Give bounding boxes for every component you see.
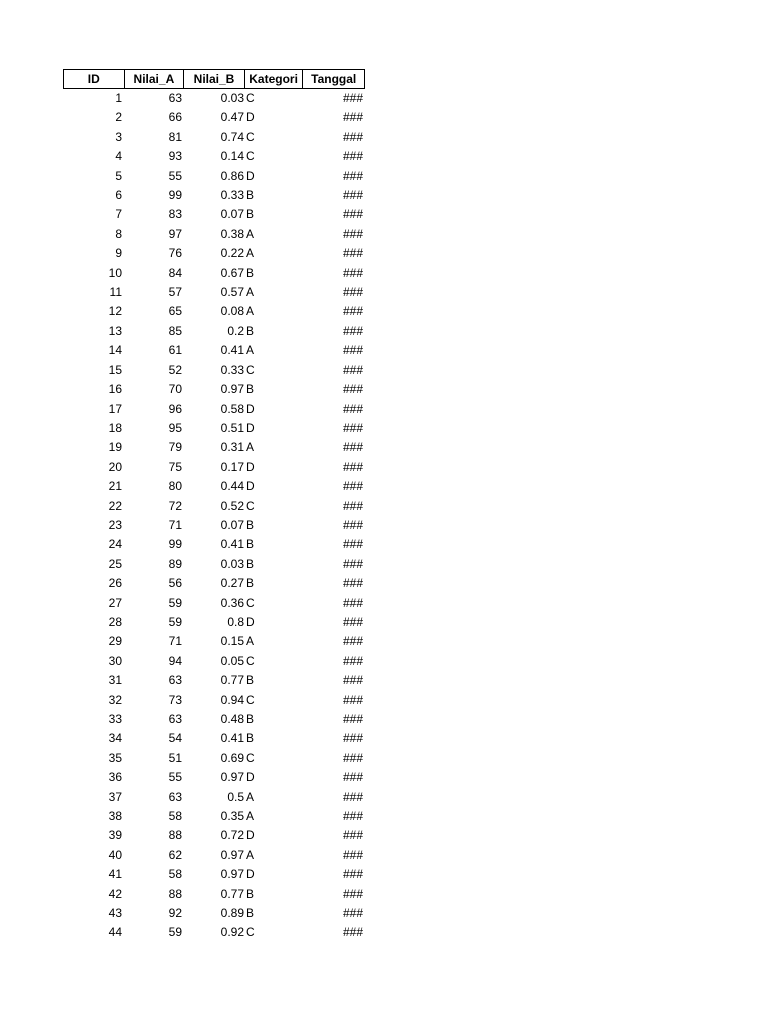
table-body bbox=[63, 89, 365, 943]
cell-nilai-a: 65 bbox=[168, 304, 182, 319]
cell-nilai-a: 84 bbox=[168, 265, 182, 280]
cell-nilai-a: 94 bbox=[168, 653, 182, 668]
table-row bbox=[63, 729, 365, 748]
table-row bbox=[63, 205, 365, 224]
cell-id: 34 bbox=[108, 731, 122, 746]
cell-kategori: D bbox=[246, 479, 255, 494]
table-row bbox=[63, 147, 365, 166]
cell-nilai-b: 0.14 bbox=[220, 149, 244, 164]
cell-kategori: C bbox=[246, 362, 255, 377]
cell-nilai-b: 0.77 bbox=[220, 886, 244, 901]
cell-tanggal: ### bbox=[342, 343, 363, 358]
cell-kategori: D bbox=[246, 110, 255, 125]
cell-kategori: C bbox=[246, 692, 255, 707]
cell-id: 37 bbox=[108, 789, 122, 804]
cell-kategori: B bbox=[246, 673, 255, 688]
cell-nilai-b: 0.05 bbox=[220, 653, 244, 668]
cell-id: 5 bbox=[115, 168, 122, 183]
cell-tanggal: ### bbox=[342, 925, 363, 940]
cell-tanggal: ### bbox=[342, 517, 363, 532]
cell-id: 32 bbox=[108, 692, 122, 707]
cell-nilai-a: 93 bbox=[168, 149, 182, 164]
cell-kategori: C bbox=[246, 149, 255, 164]
cell-nilai-a: 92 bbox=[168, 906, 182, 921]
cell-tanggal: ### bbox=[342, 498, 363, 513]
cell-kategori: A bbox=[246, 440, 255, 455]
cell-nilai-a: 99 bbox=[168, 188, 182, 203]
cell-id: 4 bbox=[115, 149, 122, 164]
cell-id: 20 bbox=[108, 459, 122, 474]
cell-nilai-a: 57 bbox=[168, 285, 182, 300]
table-row bbox=[63, 89, 365, 108]
cell-kategori: B bbox=[246, 207, 255, 222]
cell-id: 23 bbox=[108, 517, 122, 532]
cell-id: 36 bbox=[108, 770, 122, 785]
cell-id: 41 bbox=[108, 867, 122, 882]
cell-kategori: C bbox=[246, 750, 255, 765]
cell-nilai-b: 0.89 bbox=[220, 906, 244, 921]
cell-kategori: B bbox=[246, 712, 255, 726]
cell-tanggal: ### bbox=[342, 479, 363, 494]
cell-nilai-b: 0.38 bbox=[220, 226, 244, 241]
cell-nilai-a: 95 bbox=[168, 420, 182, 435]
cell-kategori: D bbox=[246, 828, 255, 843]
cell-tanggal: ### bbox=[342, 265, 363, 280]
cell-nilai-b: 0.97 bbox=[220, 847, 244, 862]
cell-tanggal: ### bbox=[342, 731, 363, 746]
cell-id: 14 bbox=[108, 343, 122, 358]
cell-id: 2 bbox=[115, 110, 122, 125]
cell-nilai-b: 0.51 bbox=[220, 420, 244, 435]
cell-nilai-a: 63 bbox=[168, 91, 182, 105]
header-id: ID bbox=[64, 70, 125, 88]
cell-nilai-a: 85 bbox=[168, 323, 182, 338]
cell-tanggal: ### bbox=[342, 906, 363, 921]
cell-id: 6 bbox=[115, 188, 122, 203]
cell-tanggal: ### bbox=[342, 401, 363, 416]
cell-nilai-b: 0.74 bbox=[220, 129, 244, 144]
cell-kategori: D bbox=[246, 770, 255, 785]
cell-tanggal: ### bbox=[342, 285, 363, 300]
cell-id: 22 bbox=[108, 498, 122, 513]
cell-id: 8 bbox=[115, 226, 122, 241]
cell-kategori: D bbox=[246, 168, 255, 183]
cell-id: 3 bbox=[115, 129, 122, 144]
spreadsheet-table bbox=[63, 69, 365, 943]
cell-id: 12 bbox=[108, 304, 122, 319]
table-row bbox=[63, 535, 365, 554]
table-row bbox=[63, 807, 365, 826]
cell-tanggal: ### bbox=[342, 304, 363, 319]
cell-nilai-b: 0.33 bbox=[220, 188, 244, 203]
cell-nilai-b: 0.35 bbox=[220, 809, 244, 824]
cell-nilai-b: 0.27 bbox=[220, 576, 244, 591]
cell-tanggal: ### bbox=[342, 886, 363, 901]
cell-id: 26 bbox=[108, 576, 122, 591]
cell-id: 10 bbox=[108, 265, 122, 280]
header-nilai-a: Nilai_A bbox=[125, 70, 185, 88]
table-row bbox=[63, 302, 365, 321]
cell-kategori: B bbox=[246, 517, 255, 532]
cell-tanggal: ### bbox=[342, 207, 363, 222]
cell-nilai-b: 0.22 bbox=[220, 246, 244, 261]
table-row bbox=[63, 361, 365, 380]
cell-nilai-a: 56 bbox=[168, 576, 182, 591]
table-row bbox=[63, 341, 365, 360]
table-row bbox=[63, 322, 365, 341]
cell-nilai-a: 59 bbox=[168, 925, 182, 940]
table-row bbox=[63, 885, 365, 904]
table-row bbox=[63, 652, 365, 671]
cell-tanggal: ### bbox=[342, 789, 363, 804]
table-row bbox=[63, 438, 365, 457]
table-row bbox=[63, 632, 365, 651]
cell-nilai-a: 81 bbox=[168, 129, 182, 144]
cell-tanggal: ### bbox=[342, 149, 363, 164]
cell-kategori: B bbox=[246, 576, 255, 591]
cell-nilai-a: 63 bbox=[168, 712, 182, 726]
header-nilai-b: Nilai_B bbox=[184, 70, 245, 88]
cell-id: 21 bbox=[108, 479, 122, 494]
table-row bbox=[63, 555, 365, 574]
cell-id: 18 bbox=[108, 420, 122, 435]
cell-kategori: A bbox=[246, 304, 255, 319]
cell-tanggal: ### bbox=[342, 653, 363, 668]
table-row bbox=[63, 128, 365, 147]
cell-tanggal: ### bbox=[342, 168, 363, 183]
cell-nilai-a: 63 bbox=[168, 673, 182, 688]
cell-tanggal: ### bbox=[342, 556, 363, 571]
table-row bbox=[63, 419, 365, 438]
cell-nilai-b: 0.08 bbox=[220, 304, 244, 319]
cell-kategori: A bbox=[246, 343, 255, 358]
cell-id: 29 bbox=[108, 634, 122, 649]
cell-kategori: C bbox=[246, 498, 255, 513]
cell-nilai-b: 0.86 bbox=[220, 168, 244, 183]
cell-kategori: C bbox=[246, 595, 255, 610]
table-row bbox=[63, 710, 365, 729]
cell-kategori: B bbox=[246, 323, 255, 338]
table-row bbox=[63, 613, 365, 632]
cell-id: 42 bbox=[108, 886, 122, 901]
cell-kategori: A bbox=[246, 285, 255, 300]
cell-nilai-b: 0.52 bbox=[220, 498, 244, 513]
cell-tanggal: ### bbox=[342, 614, 363, 629]
cell-nilai-b: 0.92 bbox=[220, 925, 244, 940]
cell-id: 19 bbox=[108, 440, 122, 455]
table-row bbox=[63, 865, 365, 884]
cell-kategori: D bbox=[246, 459, 255, 474]
cell-nilai-b: 0.69 bbox=[220, 750, 244, 765]
cell-kategori: D bbox=[246, 614, 255, 629]
cell-tanggal: ### bbox=[342, 828, 363, 843]
cell-nilai-a: 71 bbox=[168, 517, 182, 532]
table-row bbox=[63, 826, 365, 845]
cell-nilai-b: 0.17 bbox=[220, 459, 244, 474]
cell-id: 28 bbox=[108, 614, 122, 629]
cell-kategori: D bbox=[246, 420, 255, 435]
cell-nilai-b: 0.36 bbox=[220, 595, 244, 610]
cell-kategori: A bbox=[246, 847, 255, 862]
cell-id: 9 bbox=[115, 246, 122, 261]
table-row bbox=[63, 283, 365, 302]
table-row bbox=[63, 846, 365, 865]
cell-nilai-a: 99 bbox=[168, 537, 182, 552]
cell-nilai-a: 75 bbox=[168, 459, 182, 474]
table-row bbox=[63, 400, 365, 419]
cell-nilai-b: 0.33 bbox=[220, 362, 244, 377]
cell-nilai-a: 55 bbox=[168, 168, 182, 183]
cell-nilai-a: 73 bbox=[168, 692, 182, 707]
table-row bbox=[63, 923, 365, 942]
table-row bbox=[63, 225, 365, 244]
cell-tanggal: ### bbox=[342, 246, 363, 261]
cell-kategori: B bbox=[246, 265, 255, 280]
cell-tanggal: ### bbox=[342, 226, 363, 241]
table-row bbox=[63, 497, 365, 516]
cell-tanggal: ### bbox=[342, 440, 363, 455]
header-row bbox=[63, 69, 365, 89]
table-row bbox=[63, 186, 365, 205]
cell-nilai-a: 76 bbox=[168, 246, 182, 261]
cell-kategori: B bbox=[246, 886, 255, 901]
cell-tanggal: ### bbox=[342, 382, 363, 397]
table-row bbox=[63, 516, 365, 535]
table-row bbox=[63, 574, 365, 593]
cell-nilai-b: 0.97 bbox=[220, 382, 244, 397]
cell-tanggal: ### bbox=[342, 91, 363, 105]
cell-nilai-a: 59 bbox=[168, 595, 182, 610]
cell-kategori: C bbox=[246, 91, 255, 105]
cell-id: 40 bbox=[108, 847, 122, 862]
cell-id: 17 bbox=[108, 401, 122, 416]
cell-nilai-b: 0.97 bbox=[220, 770, 244, 785]
cell-nilai-a: 71 bbox=[168, 634, 182, 649]
cell-nilai-a: 89 bbox=[168, 556, 182, 571]
cell-nilai-a: 72 bbox=[168, 498, 182, 513]
cell-kategori: B bbox=[246, 537, 255, 552]
cell-nilai-b: 0.5 bbox=[227, 789, 244, 804]
cell-nilai-b: 0.2 bbox=[227, 323, 244, 338]
cell-tanggal: ### bbox=[342, 847, 363, 862]
table-row bbox=[63, 749, 365, 768]
cell-tanggal: ### bbox=[342, 420, 363, 435]
header-kategori: Kategori bbox=[245, 70, 304, 88]
cell-id: 7 bbox=[115, 207, 122, 222]
table-row bbox=[63, 380, 365, 399]
cell-nilai-a: 61 bbox=[168, 343, 182, 358]
cell-nilai-b: 0.67 bbox=[220, 265, 244, 280]
cell-tanggal: ### bbox=[342, 750, 363, 765]
cell-id: 27 bbox=[108, 595, 122, 610]
cell-nilai-a: 66 bbox=[168, 110, 182, 125]
cell-kategori: B bbox=[246, 188, 255, 203]
cell-tanggal: ### bbox=[342, 712, 363, 726]
cell-id: 35 bbox=[108, 750, 122, 765]
cell-tanggal: ### bbox=[342, 673, 363, 688]
cell-nilai-a: 80 bbox=[168, 479, 182, 494]
cell-nilai-b: 0.48 bbox=[220, 712, 244, 726]
cell-kategori: C bbox=[246, 129, 255, 144]
cell-nilai-b: 0.15 bbox=[220, 634, 244, 649]
cell-nilai-b: 0.31 bbox=[220, 440, 244, 455]
cell-kategori: A bbox=[246, 246, 255, 261]
cell-nilai-b: 0.97 bbox=[220, 867, 244, 882]
cell-id: 33 bbox=[108, 712, 122, 726]
cell-tanggal: ### bbox=[342, 770, 363, 785]
cell-nilai-a: 88 bbox=[168, 886, 182, 901]
cell-nilai-a: 52 bbox=[168, 362, 182, 377]
cell-nilai-a: 83 bbox=[168, 207, 182, 222]
cell-tanggal: ### bbox=[342, 867, 363, 882]
cell-id: 39 bbox=[108, 828, 122, 843]
cell-kategori: A bbox=[246, 226, 255, 241]
cell-nilai-a: 97 bbox=[168, 226, 182, 241]
cell-id: 44 bbox=[108, 925, 122, 940]
cell-nilai-b: 0.8 bbox=[227, 614, 244, 629]
cell-nilai-b: 0.41 bbox=[220, 537, 244, 552]
table-row bbox=[63, 458, 365, 477]
table-row bbox=[63, 768, 365, 787]
header-tanggal: Tanggal bbox=[311, 72, 357, 86]
cell-kategori: B bbox=[246, 731, 255, 746]
cell-id: 15 bbox=[108, 362, 122, 377]
cell-nilai-a: 58 bbox=[168, 809, 182, 824]
cell-kategori: C bbox=[246, 925, 255, 940]
cell-id: 38 bbox=[108, 809, 122, 824]
table-row bbox=[63, 264, 365, 283]
cell-nilai-b: 0.58 bbox=[220, 401, 244, 416]
cell-kategori: B bbox=[246, 556, 255, 571]
cell-nilai-b: 0.07 bbox=[220, 517, 244, 532]
cell-kategori: C bbox=[246, 653, 255, 668]
table-row bbox=[63, 671, 365, 690]
cell-tanggal: ### bbox=[342, 809, 363, 824]
table-row bbox=[63, 108, 365, 127]
table-row bbox=[63, 691, 365, 710]
cell-nilai-a: 63 bbox=[168, 789, 182, 804]
cell-tanggal: ### bbox=[342, 634, 363, 649]
cell-id: 31 bbox=[108, 673, 122, 688]
cell-kategori: A bbox=[246, 634, 255, 649]
cell-kategori: D bbox=[246, 401, 255, 416]
cell-tanggal: ### bbox=[342, 110, 363, 125]
cell-tanggal: ### bbox=[342, 692, 363, 707]
cell-nilai-a: 79 bbox=[168, 440, 182, 455]
table-row bbox=[63, 477, 365, 496]
cell-kategori: A bbox=[246, 809, 255, 824]
cell-nilai-b: 0.44 bbox=[220, 479, 244, 494]
table-row bbox=[63, 904, 365, 923]
cell-nilai-b: 0.03 bbox=[220, 556, 244, 571]
cell-id: 25 bbox=[108, 556, 122, 571]
cell-nilai-b: 0.47 bbox=[220, 110, 244, 125]
cell-nilai-a: 70 bbox=[168, 382, 182, 397]
cell-nilai-b: 0.07 bbox=[220, 207, 244, 222]
cell-tanggal: ### bbox=[342, 537, 363, 552]
cell-nilai-b: 0.77 bbox=[220, 673, 244, 688]
table-row bbox=[63, 167, 365, 186]
cell-id: 30 bbox=[108, 653, 122, 668]
cell-id: 43 bbox=[108, 906, 122, 921]
table-row bbox=[63, 594, 365, 613]
cell-id: 11 bbox=[109, 285, 122, 300]
cell-nilai-a: 88 bbox=[168, 828, 182, 843]
table-row bbox=[63, 244, 365, 263]
cell-nilai-b: 0.41 bbox=[220, 731, 244, 746]
cell-id: 24 bbox=[108, 537, 122, 552]
cell-nilai-a: 51 bbox=[168, 750, 182, 765]
cell-kategori: B bbox=[246, 382, 255, 397]
cell-nilai-b: 0.03 bbox=[220, 91, 244, 105]
cell-nilai-a: 59 bbox=[168, 614, 182, 629]
cell-nilai-b: 0.57 bbox=[220, 285, 244, 300]
cell-nilai-a: 54 bbox=[168, 731, 182, 746]
cell-nilai-a: 55 bbox=[168, 770, 182, 785]
cell-tanggal: ### bbox=[342, 459, 363, 474]
cell-nilai-a: 96 bbox=[168, 401, 182, 416]
cell-tanggal: ### bbox=[342, 323, 363, 338]
cell-id: 16 bbox=[108, 382, 122, 397]
cell-tanggal: ### bbox=[342, 362, 363, 377]
cell-kategori: A bbox=[246, 789, 255, 804]
cell-tanggal: ### bbox=[342, 595, 363, 610]
cell-kategori: D bbox=[246, 867, 255, 882]
cell-id: 13 bbox=[108, 323, 122, 338]
cell-nilai-b: 0.94 bbox=[220, 692, 244, 707]
table-row bbox=[63, 788, 365, 807]
cell-tanggal: ### bbox=[342, 129, 363, 144]
cell-nilai-b: 0.41 bbox=[220, 343, 244, 358]
cell-id: 1 bbox=[115, 91, 122, 105]
cell-kategori: B bbox=[246, 906, 255, 921]
cell-nilai-a: 62 bbox=[168, 847, 182, 862]
cell-nilai-a: 58 bbox=[168, 867, 182, 882]
cell-nilai-b: 0.72 bbox=[220, 828, 244, 843]
cell-tanggal: ### bbox=[342, 576, 363, 591]
cell-tanggal: ### bbox=[342, 188, 363, 203]
